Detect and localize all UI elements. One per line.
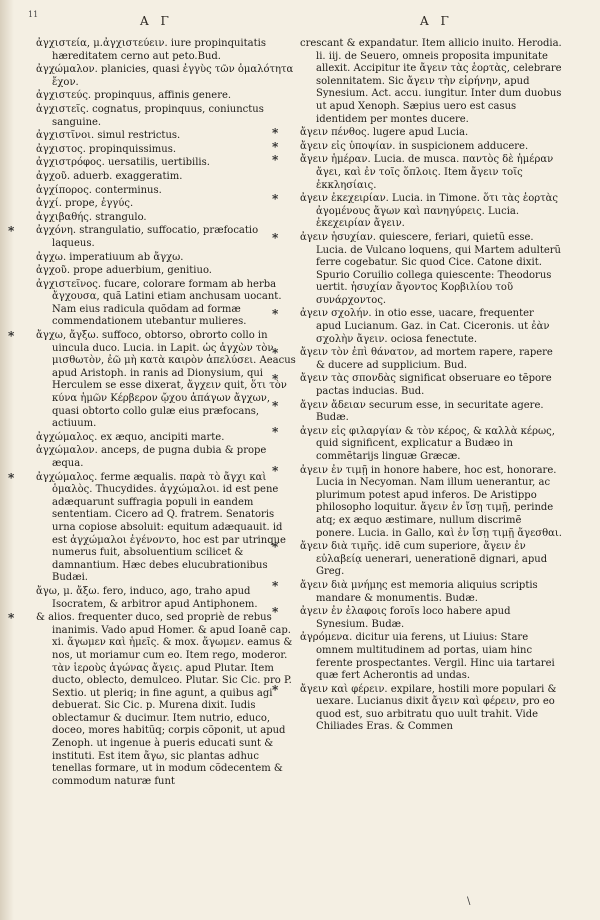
- dictionary-entry: * ἀγειν σχολήν. in otio esse, uacare, frequenter apud Lucianum. Gaz. in Cat. Ciceronis. ut ἐὰν σχολὴν ἄγειν. ociosa fenectute.: [300, 308, 562, 346]
- dictionary-entry: ἀγχοῦ. aduerb. exaggeratim.: [36, 170, 183, 182]
- dictionary-entry: * ἀγχόνη. strangulatio, suffocatio, præfocatio laqueus.: [36, 225, 298, 250]
- dictionary-entry: ἀγχιστρόφος. uersatilis, uertibilis.: [36, 157, 210, 169]
- dictionary-entry: ἄγω, μ. ἄξω. fero, induco, ago, traho apud Isocratem, & arbitror apud Antiphonem.: [36, 585, 258, 610]
- dictionary-entry: * ἄγειν εἰς ὑποψίαν. in suspicionem adducere.: [300, 141, 562, 154]
- page-number: 11: [28, 10, 39, 19]
- dictionary-entry: ἀγχοῦ. prope aduerbium, genitiuo.: [36, 265, 212, 277]
- dictionary-entry: * ἄγειν πένθος. lugere apud Lucia.: [300, 127, 562, 140]
- dictionary-entry: ἀγχιβαθής. strangulo.: [36, 211, 147, 223]
- dictionary-entry: ἀγχιστεύς. propinquus, affinis genere.: [36, 90, 232, 102]
- right-column: [300, 38, 562, 735]
- dictionary-entry: ἀγχώμαλος. ex æquo, ancipiti marte.: [36, 431, 225, 443]
- dictionary-entry: ἀγχιστεῖς. cognatus, propinquus, coniunctus sanguine.: [36, 103, 264, 128]
- dictionary-entry: ἀγχιστεία, μ.ἀγχιστεύειν. iure propinquitatis hæreditatem cerno aut peto.Bud.: [36, 38, 266, 62]
- left-column: [36, 38, 298, 789]
- dictionary-entry: ἀγχώμαλον. planicies, quasi ἐγγὺς τῶν ὁμαλότητα ἔχον.: [36, 64, 294, 88]
- dictionary-entry: * ἄγειν τὰς σπονδὰς significat obseruare eo tẽpore pactas inducias. Bud.: [300, 373, 562, 398]
- dictionary-entry: ἀγχώμαλον. anceps, de pugna dubia & prope æqua.: [36, 445, 267, 469]
- dictionary-entry: ἀγχω. imperatiuum ab ἄγχω.: [36, 251, 184, 263]
- signature-mark: \: [467, 896, 471, 907]
- dictionary-entry: * & alios. frequenter duco, sed propriè de rebus inanimis. Vado apud Homer. & apud Ioanẽ cap. xi. ἄγωμεν καὶ ἡμεῖς. & mox. ἄγωμεν. eamus & nos, ut moriamur cum eo. Item rego, moderor. τὰν ἱεροὺς ἀγώνας ἄγεις. apud Plutar. Item ducto, oblecto, demulceo. Plutar. Sic Cic. pro P. Sextio. ut pleriq; in fine agunt, a quibus agi debuerat. Sic Cic. p. Murena dixit. Iudis oblectamur & ducimur. Item nutrio, educo, doceo, mores habitũq; corpis cõponit, ut apud Zenoph. ut ingenue à pueris educati sunt & instituti. Est item ἄγω, sic plantas adhuc tenellas formare, ut in modum cõdecentem & commodum naturæ funt: [36, 612, 298, 788]
- dictionary-entry: * ἀγειν ἐν ἐλαφοις foroῖs loco habere apud Synesium. Budæ.: [300, 606, 562, 631]
- dictionary-entry: ἀγχιστεῖνος. fucare, colorare formam ab herba ἄγχουσα, quã Latini etiam anchusam uocant. Nam eius radicula quõdam ad formæ commendationem utebantur mulieres.: [36, 278, 282, 328]
- dictionary-entry: * ἀγειν ἐν τιμῇ in honore habere, hoc est, honorare. Lucia in Necyoman. Nam illum uenerantur, ac plurimum potest apud inferos. De Aristippo philosopho loquitur. ἄγειν ἐν ἴσῃ τιμῇ, perinde atq; ex æquo æstimare, nullum discrimẽ ponere. Lucia. in Gallo, καὶ ἐν ἴσῃ τιμῇ ἄγεσθαι.: [300, 465, 562, 541]
- dictionary-entry: * ἀγειν ἡσυχίαν. quiescere, feriari, quietũ esse. Lucia. de Vulcano loquens, qui Martem adulterũ ferre cogebatur. Sic quod Cice. Catone dixit. Spurio Coruilio collega quiescente: Theodorus uertit. ἡσυχίαν ἄγοντος Κορβιλίου τοῦ συνάρχοντος.: [300, 232, 562, 308]
- dictionary-entry: * ἄγειν διὰ μνήμης est memoria aliquius scriptis mandare & monumentis. Budæ.: [300, 580, 562, 605]
- dictionary-entry: * ἀγχώμαλος. ferme æqualis. παρὰ τὸ ἄγχι καὶ ὁμαλὸς. Thucydides. ἀγχώμαλοι. id est pene adæquarunt suffragia populi in eandem sententiam. Cicero ad Q. fratrem. Senatoris urna copiose absoluit: equitum adæquauit. id est ἀγχώμαλοι ἐγένοντο, hoc est par utrinque numerus fuit, absoluentium scilicet & damnantium. Hæc debes elucubrationibus Budæi.: [36, 472, 298, 585]
- dictionary-entry: ἀγχιστος. propinquissimus.: [36, 143, 177, 155]
- dictionary-entry: ἀγχίπορος. conterminus.: [36, 184, 162, 196]
- dictionary-entry: * ἄγειν διὰ τιμῆς. idẽ cum superiore, ἄγειν ἐν εὐλαβείᾳ uenerari, uenerationẽ dignari, apud Greg.: [300, 541, 562, 579]
- dictionary-entry: ἀγρόμενα. dicitur uia ferens, ut Liuius: Stare omnem multitudinem ad portas, uiam hinc ferente prospectantes. Vergil. Hinc uia tartarei quæ fert Acherontis ad undas.: [300, 632, 555, 682]
- dictionary-entry: ἀγχιστῖνοι. simul restrictus.: [36, 130, 181, 142]
- dictionary-entry: * ἄγειν ἡμέραν. Lucia. de musca. παντὸς δὲ ἡμέραν ἄγει, καὶ ἐν τοῖς ὅπλοις. Item ἄγειν τοῖς ἐκκλησίαις.: [300, 154, 562, 192]
- dictionary-entry: crescant & expandatur. Item allicio inuito. Herodia. li. iij. de Seuero, omneis proposita impunitate allexit. Accipitur ite ἄγειν τὰς ἑορτὰς, celebrare solennitatem. Sic ἄγειν τὴν εἰρήνην, apud Synesium. Act. accu. iungitur. Inter dum duobus ut apud Xenoph. Sæpius uero est casus identidem per montes ducere.: [300, 38, 562, 125]
- page-gutter-shadow: [0, 0, 14, 920]
- dictionary-entry: * ἄγειν τὸν ἐπὶ θάνατον, ad mortem rapere, rapere & ducere ad supplicium. Bud.: [300, 347, 562, 372]
- dictionary-entry: * ἄγειν καὶ φέρειν. expilare, hostili more populari & uexare. Lucianus dixit ἄγειν καὶ φέρειν, pro eo quod est, suo arbitratu quo uult trahit. Vide Chiliades Eras. & Commen: [300, 684, 562, 734]
- dictionary-entry: * ἄγχω, ἄγξω. suffoco, obtorso, obrorto collo in uincula duco. Lucia. in Lapit. ὡς ἀγχὼν τὸν μισθωτὸν, ἐῶ μὴ κατὰ καιρὸν ἀπελύσει. Aeacus apud Aristoph. in ranis ad Dionysium, qui Herculem se esse dixerat, ἄγχειν quit, ὅτι τὸν κύνα ἡμῶν Κέρβερον ᾤχου ἀπάγων ἄγχων, quasi obtorto collo gulæ eius præfocans, actiuum.: [36, 330, 298, 431]
- running-head-left: A Γ: [140, 14, 173, 28]
- dictionary-entry: * ἀγειν εἰς φιλαργίαν & τὸν κέρος, & καλλὰ κέρως, quid significent, explicatur a Budæo in commẽtarijs linguæ Græcæ.: [300, 426, 562, 464]
- running-head-right: A Γ: [420, 14, 453, 28]
- dictionary-entry: * ἄγειν ἄδειαν securum esse, in securitate agere. Budæ.: [300, 400, 562, 425]
- dictionary-entry: * ἀγειν ἐκεχειρίαν. Lucia. in Timone. ὅτι τὰς ἑορτὰς ἀγομένους ἄγων καὶ πανηγύρεις. Lucia. ἐκεχειρίαν ἄγειν.: [300, 193, 562, 231]
- dictionary-entry: ἀγχί. prope, ἐγγύς.: [36, 198, 134, 210]
